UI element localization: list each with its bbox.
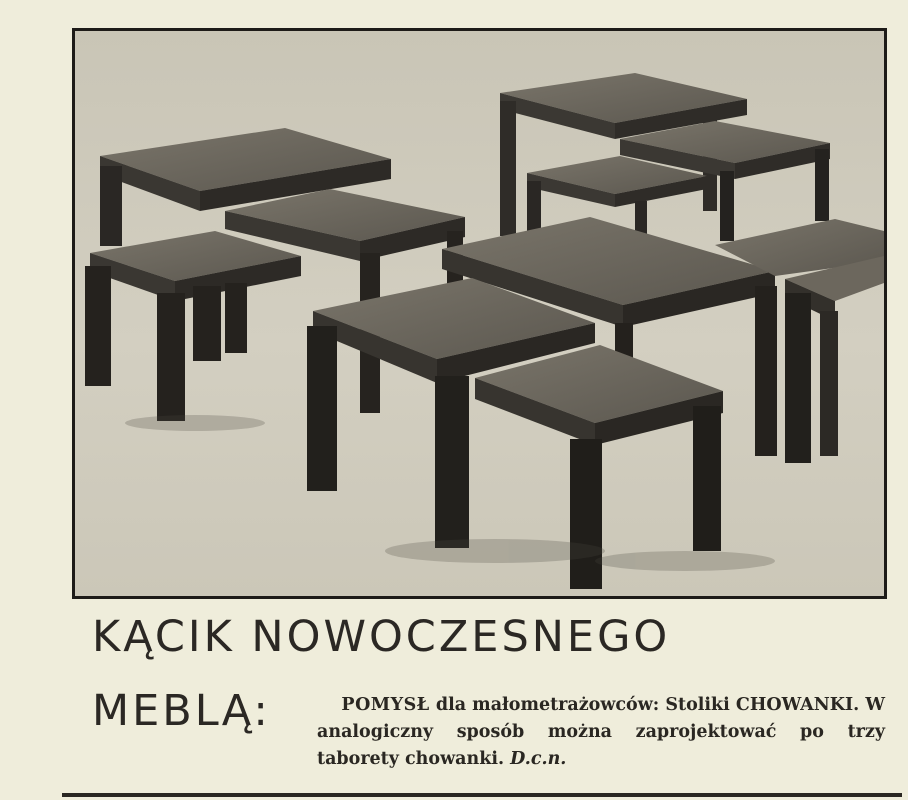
article-body: dla małometrażowców: Stoliki CHOWANKI. W analogiczny sposób można zaprojektować po trzy taborety chowanki. bbox=[317, 695, 885, 769]
article-signature: D.c.n. bbox=[510, 749, 567, 769]
article-lead: POMYSŁ bbox=[341, 695, 430, 715]
headline-line-2: MEBLĄ: bbox=[92, 686, 271, 736]
photo-illustration bbox=[75, 31, 884, 596]
nesting-tables-photo bbox=[72, 28, 887, 599]
article-text bbox=[317, 692, 885, 773]
bottom-rule bbox=[62, 793, 902, 797]
headline-line-1: KĄCIK NOWOCZESNEGO bbox=[92, 612, 671, 662]
